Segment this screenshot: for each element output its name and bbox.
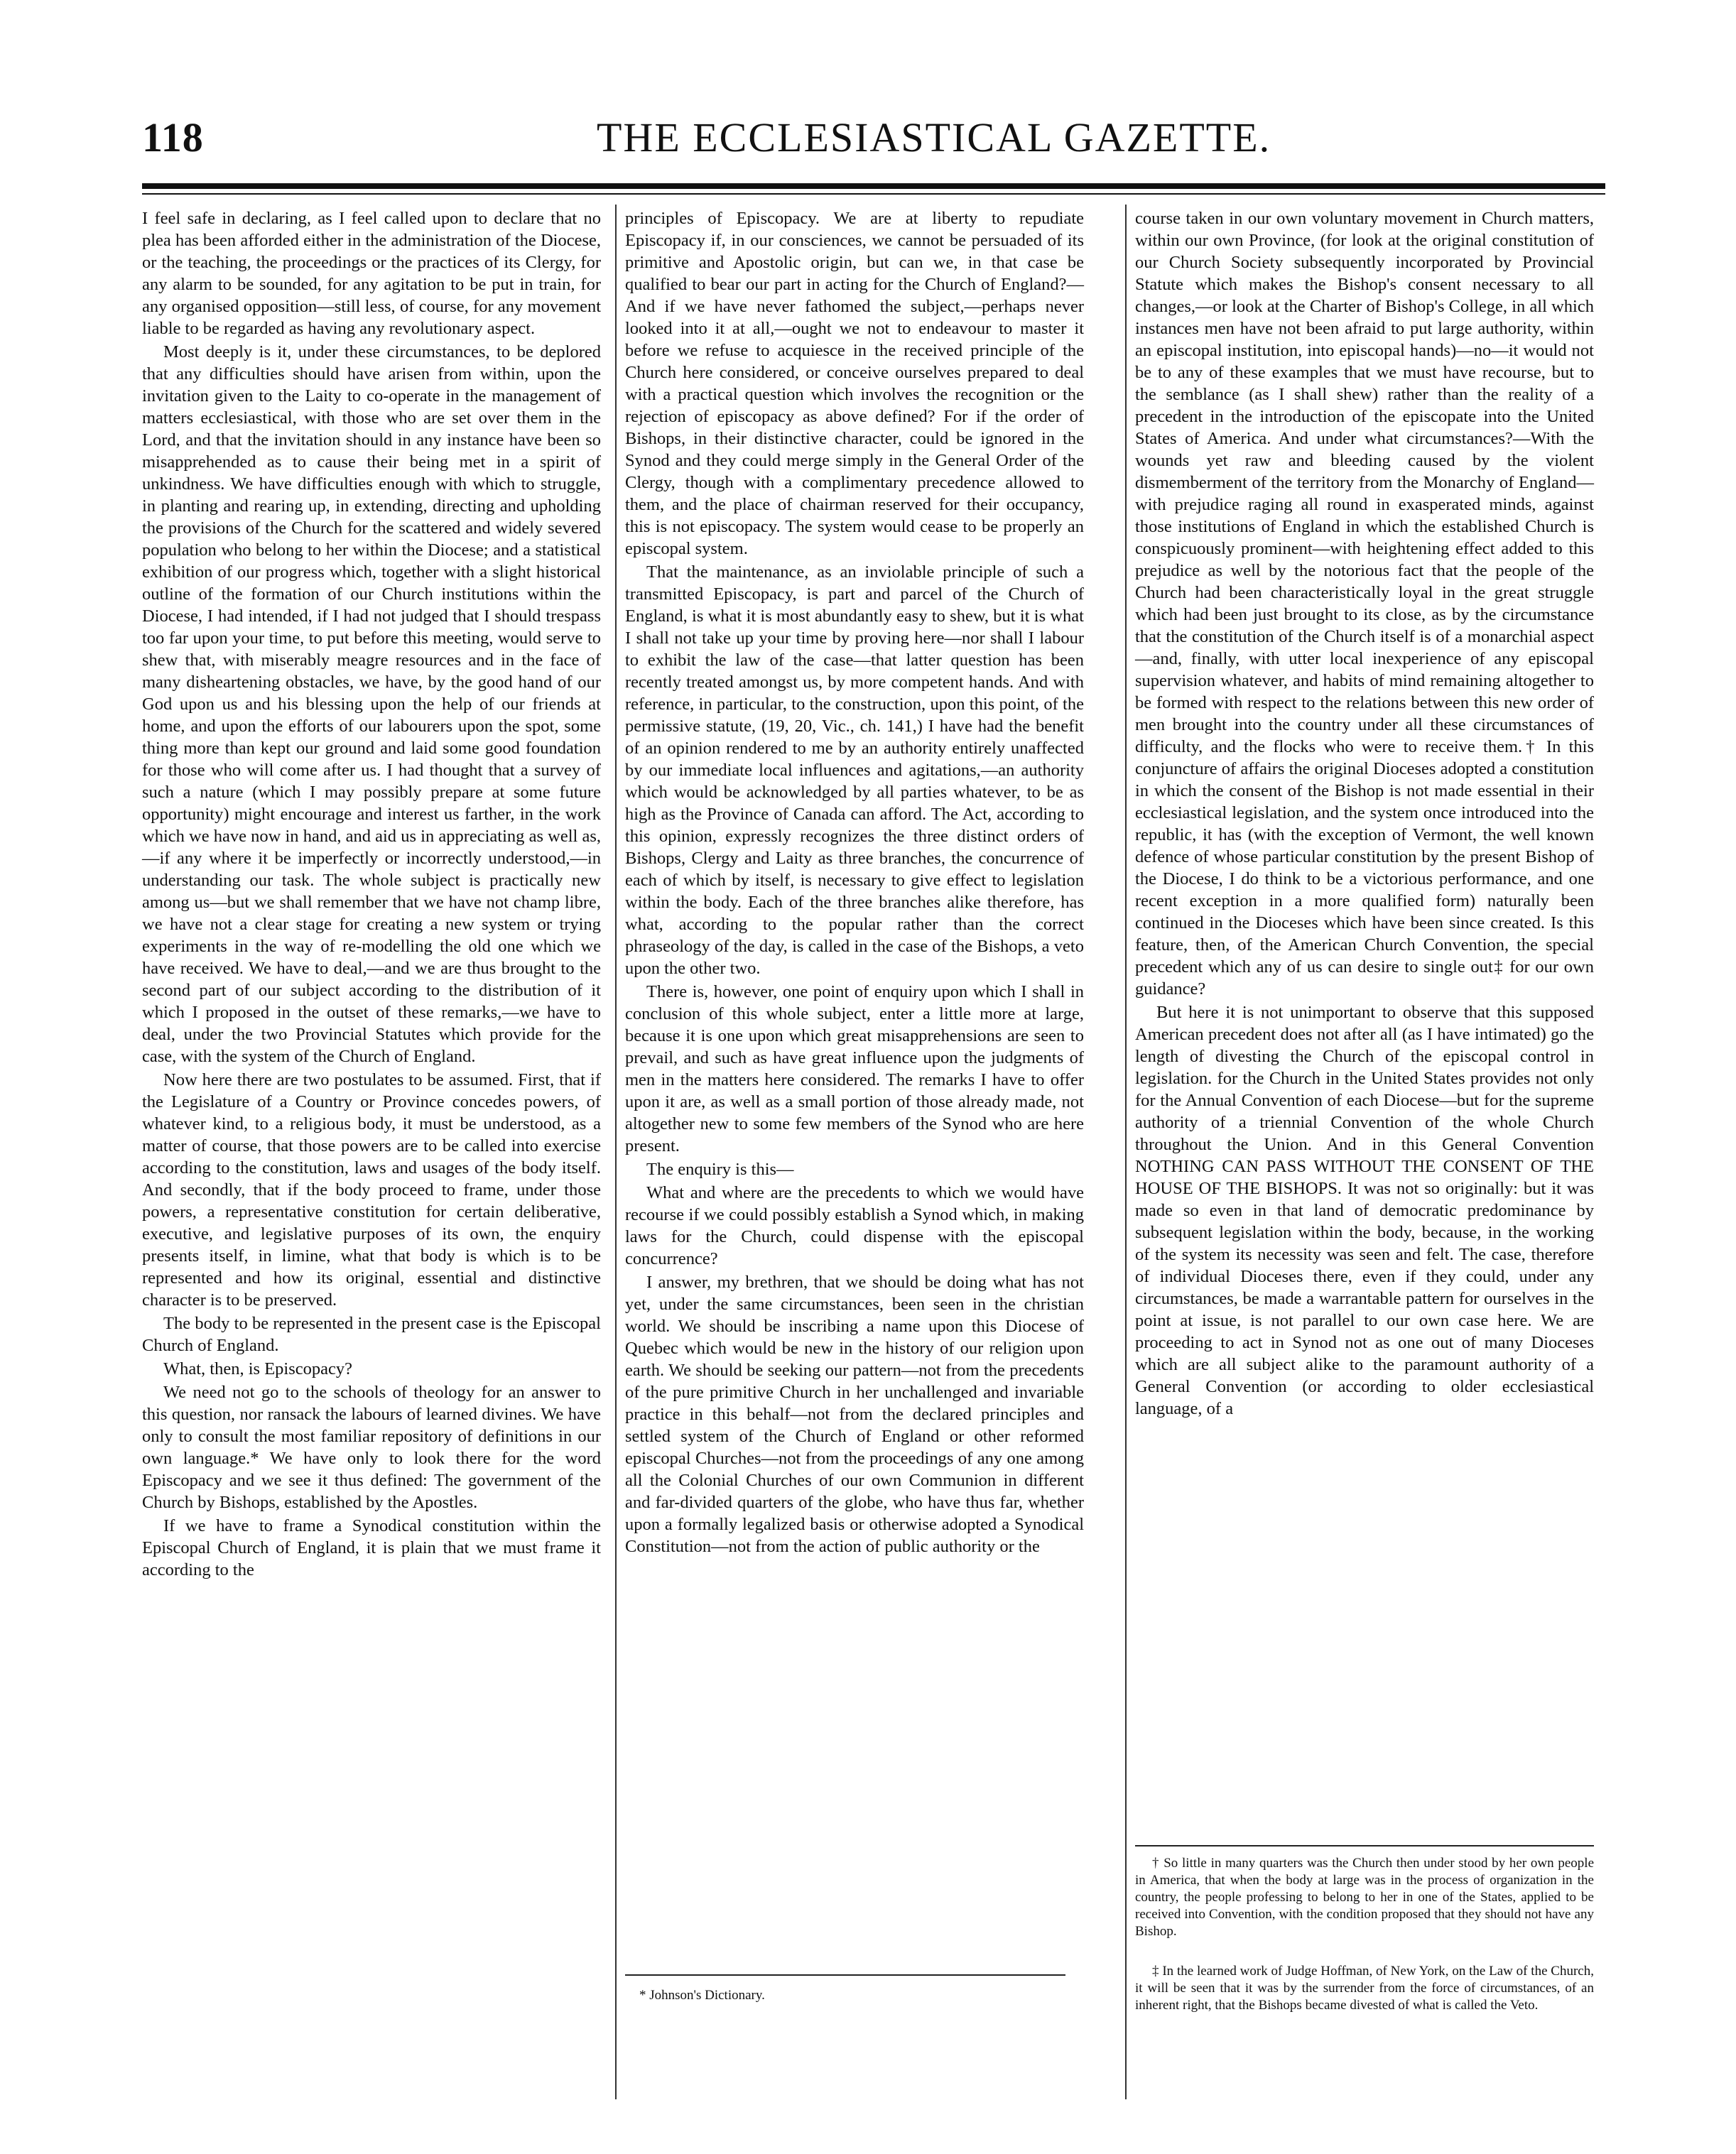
paragraph: I feel safe in declaring, as I feel called upon to declare that no plea has been afforded either in the administration of the Diocese, or the teaching, the proceedings or the practices of its Clergy, for any alarm to be sounded, for any agitation to be put in train, for any organised opposition—still less, of course, for any movement liable to be regarded as having any revolutionary aspect.	[142, 209, 601, 338]
paragraph: Most deeply is it, under these circumstances, to be deplored that any difficulties should have arisen from within, upon the invitation given to the Laity to co-operate in the management of matters ecclesiastical, with those who are set over them in the Lord, and that the invitation should in any instance have been so misapprehended as to cause their being met in a spirit of unkindness. We have difficulties enough with which to struggle, in planting and rearing up, in extending, directing and upholding the provisions of the Church for the scattered and widely severed population who belong to her within the Diocese; and a statistical exhibition of our progress which, together with a slight historical outline of the formation of our Church institutions within the Diocese, I had intended, if I had not judged that I should trespass too far upon your time, to put before this meeting, would serve to shew that, with miserably meagre resources and in the face of many disheartening obstacles, we have, by the good hand of our God upon us and his blessing upon the help of our friends at home, and upon the efforts of our labourers upon the spot, some thing more than kept our ground and laid some good foundation for those who will come after us. I had thought that a survey of such a nature (which I may possibly prepare at some future opportunity) might encourage and interest us farther, in the work which we have now in hand, and aid us in appreciating as well as,—if any where it be imperfectly or incorrectly understood,—in understanding our task. The whole subject is practically new among us—but we shall remember that we have not champ libre, we have not a clear stage for creating a new system or trying experiments in the way of re-modelling the old one which we have received. We have to deal,—and we are thus brought to the second part of our subject according to the distribution of it which I proposed in the outset of these remarks,—we have to deal, under the two Provincial Statutes which provide for the case, with the system of the Church of England.	[142, 342, 601, 1066]
paragraph: I answer, my brethren, that we should be doing what has not yet, under the same circumstances, been seen in the christian world. We should be inscribing a name upon this Diocese of Quebec which would be new in the history of our religion upon earth. We should be seeking our pattern—not from the precedents of the pure primitive Church in her unchallenged and invariable practice in this behalf—not from the declared principles and settled system of the Church of England or other reformed episcopal Churches—not from the proceedings of any one among all the Colonial Churches of our own Communion in different and far-divided quarters of the globe, who have thus far, whether upon a formally legalized basis or otherwise adopted a Synodical Constitution—not from the action of public authority or the	[625, 1273, 1084, 1556]
header-rule-thin	[142, 193, 1605, 195]
paragraph: What and where are the precedents to which we would have recourse if we could possibly establish a Synod which, in making laws for the Church, could dispense with the episcopal concurrence?	[625, 1183, 1084, 1268]
publication-title: THE ECCLESIASTICAL GAZETTE.	[597, 114, 1271, 161]
footnote-johnson	[639, 1987, 1065, 2004]
column-divider-1	[615, 205, 617, 2099]
text-column-3	[1135, 207, 1594, 1421]
footnote-rule	[1135, 1845, 1594, 1846]
paragraph: course taken in our own voluntary movement in Church matters, within our own Province, (for look at the original constitution of our Church Society subsequently incorporated by Provincial Statute which makes the Bishop's consent necessary to all changes,—or look at the Charter of Bishop's College, in all which instances men have not been afraid to put large authority, within an episcopal institution, into episcopal hands)—no—it would not be to any of these examples that we must have recourse, but to the semblance (as I shall shew) rather than the reality of a precedent in the introduction of the episcopate into the United States of America. And under what circumstances?—With the wounds yet raw and bleeding caused by the violent dismemberment of the territory from the Monarchy of England—with prejudice raging all round in exasperated minds, against those institutions of England in which the established Church is conspicuously prominent—with heightening effect added to this prejudice as well by the notorious fact that the people of the Church had been characteristically loyal in the great struggle which had been just brought to its close, as by the circumstance that the constitution of the Church itself is of a monarchial aspect—and, finally, with utter local inexperience of any episcopal supervision whatever, and habits of mind remaining altogether to be formed with respect to the relations between this new order of men brought into the country under all these circumstances of difficulty, and the flocks who were to receive them.† In this conjuncture of affairs the original Dioceses adopted a constitution in which the consent of the Bishop is not made essential in their ecclesiastical legislation, and the system once introduced into the republic, it has (with the exception of Vermont, the well known defence of whose particular constitution by the present Bishop of the Diocese, I do think to be a victorious performance, and one recent exception in a more qualified form) naturally been continued in the Dioceses which have been since created. Is this feature, then, of the American Church Convention, the special precedent which any of us can desire to single out‡ for our own guidance?	[1135, 209, 1594, 999]
footnote-text: † So little in many quarters was the Church then under stood by her own people in America, that when the body at large was in the process of organization in the country, the people professing to belong to her in one of the States, applied to be received into Convention, with the condition proposed that they should not have any Bishop.	[1135, 1856, 1594, 1939]
header-rule-thick	[142, 183, 1605, 189]
text-column-1	[142, 207, 601, 1582]
paragraph: We need not go to the schools of theology for an answer to this question, nor ransack the labours of learned divines. We have only to consult the most familiar repository of definitions in our own language.* We have only to look there for the word Episcopacy and we see it thus defined: The government of the Church by Bishops, established by the Apostles.	[142, 1383, 601, 1512]
page-header	[142, 114, 1605, 170]
footnote-rule	[625, 1974, 1065, 1976]
paragraph: What, then, is Episcopacy?	[163, 1359, 353, 1378]
footnote-double-dagger	[1135, 1963, 1594, 2014]
footnote-text: ‡ In the learned work of Judge Hoffman, of New York, on the Law of the Church, it will be seen that it was by the surrender from the force of circumstances, of an inherent right, that the Bishops became divested of what is called the Veto.	[1135, 1964, 1594, 2013]
paragraph: But here it is not unimportant to observe that this supposed American precedent does not after all (as I have intimated) go the length of divesting the Church of the episcopal control in legislation. for the Church in the United States provides not only for the Annual Convention of each Diocese—but for the supreme authority of a triennial Convention of the whole Church throughout the Union. And in this General Convention NOTHING CAN PASS WITHOUT THE CONSENT OF THE HOUSE OF THE BISHOPS. It was not so originally: but it was made so even in that land of democratic predominance by subsequent legislation within the body, because, in the working of the system its necessity was seen and felt. The case, therefore of individual Dioceses there, even if they could, under any circumstances, be made a warrantable pattern for ourselves in the point at issue, is not parallel to our own case here. We are proceeding to act in Synod not as one out of many Dioceses which are all subject alike to the paramount authority of a General Convention (or according to older ecclesiastical language, of a	[1135, 1003, 1594, 1418]
paragraph: If we have to frame a Synodical constitution within the Episcopal Church of England, it is plain that we must frame it according to the	[142, 1516, 601, 1579]
paragraph: The enquiry is this—	[646, 1160, 794, 1179]
text-column-2	[625, 207, 1084, 1559]
paragraph: principles of Episcopacy. We are at liberty to repudiate Episcopacy if, in our consciences, we cannot be persuaded of its primitive and Apostolic origin, but can we, in that case be qualified to bear our part in acting for the Church of England?—And if we have never fathomed the subject,—perhaps never looked into it at all,—ought we not to endeavour to master it before we refuse to acquiesce in the received principle of the Church here considered, or conceive ourselves prepared to deal with a practical question which involves the recognition or the rejection of episcopacy as above defined? For if the order of Bishops, in their distinctive character, could be ignored in the Synod and they could merge simply in the General Order of the Clergy, though with a complimentary precedence allowed to them, and the place of chairman reserved for their occupancy, this is not episcopacy. The system would cease to be properly an episcopal system.	[625, 209, 1084, 558]
footnote-dagger	[1135, 1855, 1594, 1940]
paragraph: Now here there are two postulates to be assumed. First, that if the Legislature of a Country or Province concedes powers, of whatever kind, to a religious body, it must be understood, as a matter of course, that those powers are to be called into exercise according to the constitution, laws and usages of the body itself. And secondly, that if the body proceed to frame, under those powers, a representative constitution for certain deliberative, executive, and legislative purposes of its own, the enquiry presents itself, in limine, what that body is which is to be represented and how its original, essential and distinctive character is to be preserved.	[142, 1070, 601, 1310]
footnote-text: * Johnson's Dictionary.	[639, 1988, 765, 2003]
paragraph: The body to be represented in the present case is the Episcopal Church of England.	[142, 1314, 601, 1355]
page-number: 118	[142, 114, 204, 161]
paragraph: There is, however, one point of enquiry upon which I shall in conclusion of this whole subject, enter a little more at large, because it is one upon which great misapprehensions are seen to prevail, and such as have great influence upon the judgments of men in the matters here considered. The remarks I have to offer upon it are, as well as a small portion of those already made, not altogether new to some few members of the Synod who are here present.	[625, 982, 1084, 1155]
column-divider-2	[1125, 205, 1127, 2099]
paragraph: That the maintenance, as an inviolable principle of such a transmitted Episcopacy, is part and parcel of the Church of England, is what it is most abundantly easy to shew, but it is what I shall not take up your time by proving here—nor shall I labour to exhibit the law of the case—that latter question has been recently treated amongst us, by more competent hands. And with reference, in particular, to the construction, upon this point, of the permissive statute, (19, 20, Vic., ch. 141,) I have had the benefit of an opinion rendered to me by an authority entirely unaffected by our immediate local influences and agitations,—an authority which would be acknowledged by all parties whatever, to be as high as the Province of Canada can afford. The Act, according to this opinion, expressly recognizes the three distinct orders of Bishops, Clergy and Laity as three branches, the concurrence of each of which by itself, is necessary to give effect to legislation within the body. Each of the three branches alike therefore, has what, according to the popular rather than the correct phraseology of the day, is called in the case of the Bishops, a veto upon the other two.	[625, 562, 1084, 978]
